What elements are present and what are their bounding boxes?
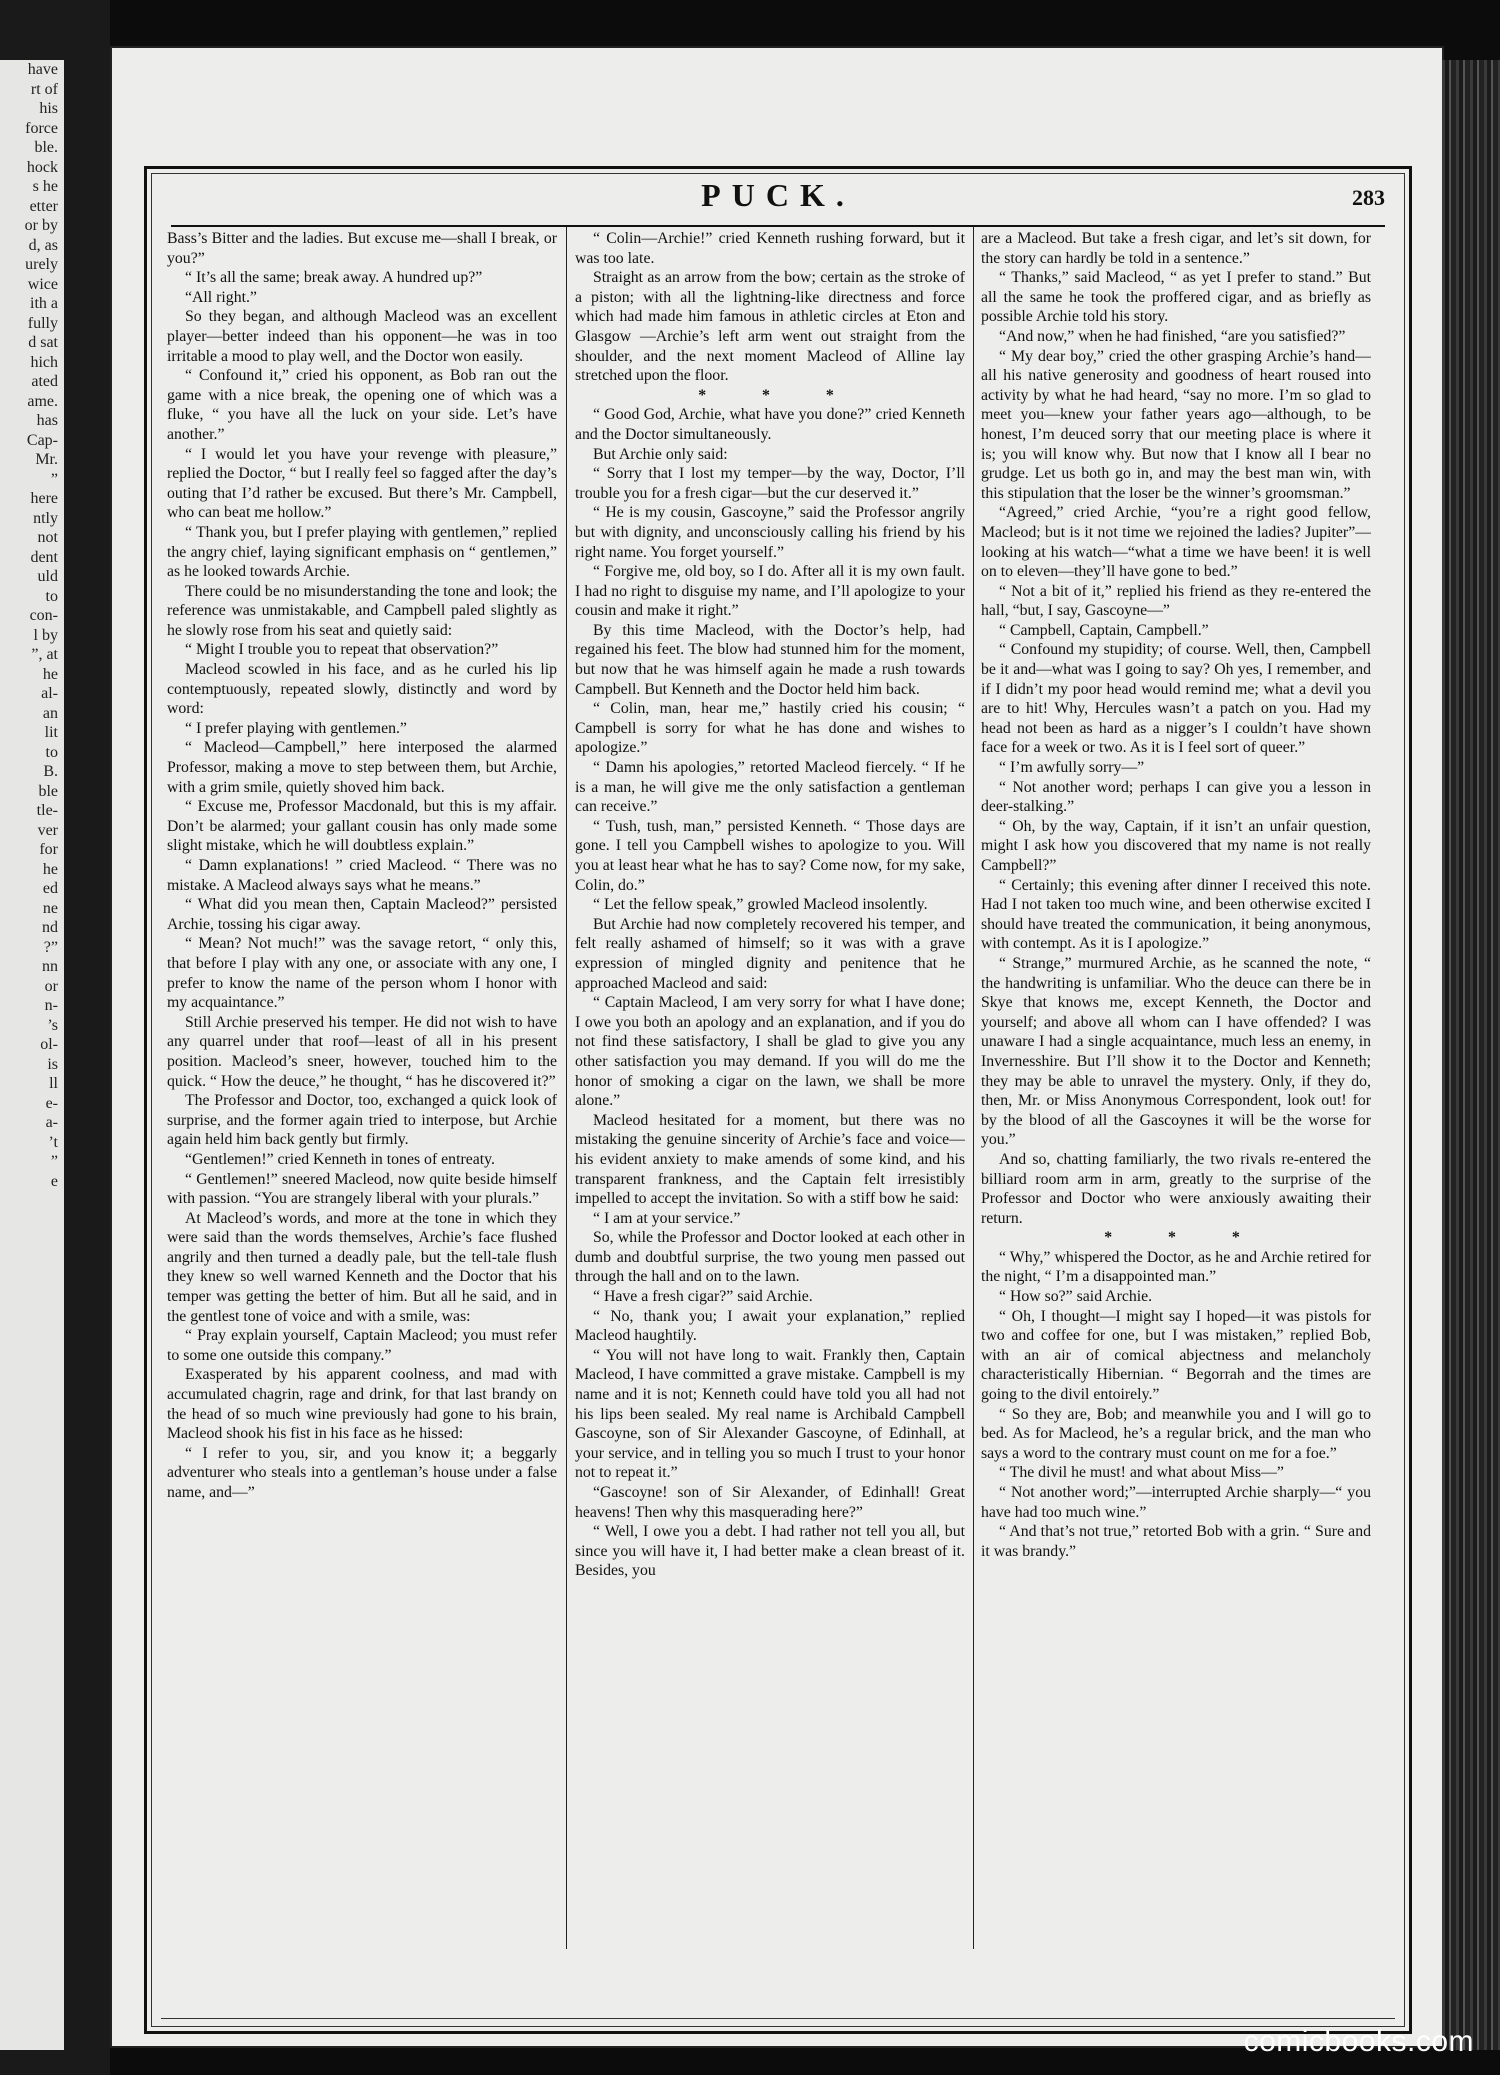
text-column-1 <box>167 229 557 1994</box>
paragraph: “ I refer to you, sir, and you know it; a beggarly adventurer who steals into a gentleman’s house under a false name, and—” <box>167 1444 557 1501</box>
sliver-fragment: ” <box>50 470 58 488</box>
paragraph: “ Good God, Archie, what have you done?” cried Kenneth and the Doctor simultaneously. <box>575 406 965 443</box>
paragraph: “And now,” when he had finished, “are you satisfied?” <box>999 327 1346 345</box>
sliver-fragment: nd <box>42 919 58 936</box>
section-break: * * * <box>698 386 860 404</box>
sliver-fragment: hich <box>30 353 58 371</box>
column-divider <box>566 227 567 1949</box>
book-spine <box>1442 60 1500 2050</box>
sliver-fragment: ith a <box>30 295 58 312</box>
sliver-fragment: s he <box>32 178 58 195</box>
paragraph: “ Oh, by the way, Captain, if it isn’t an unfair question, might I ask how you discovered that my name is not really Campbell?” <box>981 817 1371 874</box>
sliver-fragment: wice <box>27 275 58 293</box>
sliver-fragment: ver <box>37 821 58 839</box>
sliver-fragment: ’t <box>48 1133 58 1151</box>
text-column-3 <box>981 229 1371 1994</box>
sliver-fragment: is <box>47 1055 58 1073</box>
paragraph: “ Thanks,” said Macleod, “ as yet I prefer to stand.” But all the same he took the proffered cigar, and as briefly as possible Archie told his story. <box>981 269 1371 326</box>
paragraph: are a Macleod. But take a fresh cigar, and let’s sit down, for the story can hardly be told in a sentence.” <box>981 230 1371 267</box>
paragraph: “ Damn explanations! ” cried Macleod. “ There was no mistake. A Macleod always says what he means.” <box>167 857 557 894</box>
paragraph: “ No, thank you; I await your explanation,” replied Macleod haughtily. <box>575 1307 965 1345</box>
sliver-fragment: d sat <box>28 334 58 351</box>
paragraph: So they began, and although Macleod was an excellent player—better indeed than his opponent—he was in too irritable a mood to play well, and the Doctor won easily. <box>167 308 557 365</box>
paragraph: “ Colin—Archie!” cried Kenneth rushing forward, but it was too late. <box>575 230 965 267</box>
paragraph: “ Why,” whispered the Doctor, as he and Archie retired for the night, “ I’m a disappointed man.” <box>981 1248 1371 1286</box>
paragraph: “ I prefer playing with gentlemen.” <box>185 719 407 737</box>
sliver-fragment: to <box>45 743 58 761</box>
sliver-fragment: con- <box>29 607 58 624</box>
sliver-fragment: ble <box>38 782 58 800</box>
sliver-fragment: ” <box>50 1153 58 1170</box>
paragraph: “ So they are, Bob; and meanwhile you and I will go to bed. As for Macleod, he’s a regular brick, and the man who says a word to the contrary must count on me for a foe.” <box>981 1405 1371 1462</box>
adjacent-page-text <box>0 60 64 2050</box>
sliver-fragment: ?” <box>43 938 58 956</box>
sliver-fragment: to <box>45 587 58 605</box>
sliver-fragment: ol- <box>40 1036 58 1053</box>
sliver-fragment: e <box>50 1172 58 1190</box>
paragraph: “ Forgive me, old boy, so I do. After all it is my own fault. I had no right to disguise my name, and I’ll apologize to your cousin and make it right.” <box>575 563 965 620</box>
paragraph: “ I’m awfully sorry—” <box>999 759 1145 777</box>
magazine-page <box>112 48 1442 2046</box>
paragraph: “ Gentlemen!” sneered Macleod, now quite beside himself with passion. “You are strangely liberal with your plurals.” <box>167 1170 557 1208</box>
sliver-fragment: not <box>37 529 58 546</box>
sliver-fragment: Cap- <box>26 431 58 449</box>
paragraph: Still Archie preserved his temper. He did not wish to have any quarrel under that roof—least of all in his present position. Macleod’s sneer, however, touched him to the quick. “ How the deuce,” he thought, “ has he discovered it?” <box>167 1013 557 1090</box>
adjacent-page-sliver <box>0 0 110 2075</box>
paragraph: Macleod scowled in his face, and as he curled his lip contemptuously, repeated slowly, distinctly and word by word: <box>167 661 557 718</box>
sliver-fragment: ated <box>31 373 58 390</box>
sliver-fragment: tle- <box>36 802 58 819</box>
sliver-fragment: an <box>42 704 58 722</box>
paragraph: But Archie only said: <box>593 445 728 463</box>
sliver-fragment: l by <box>33 626 58 644</box>
paragraph: “ It’s all the same; break away. A hundred up?” <box>185 269 483 287</box>
paragraph: Macleod hesitated for a moment, but there was no mistaking the genuine sincerity of Archie’s face and voice—his evident anxiety to make amends of some kind, and his transparent frankness, and the Captain felt irresistibly impelled to accept the invitation. So with a stiff bow he said: <box>575 1111 965 1208</box>
sliver-fragment: n- <box>44 997 58 1014</box>
page-number: 283 <box>1352 185 1385 210</box>
sliver-fragment: have <box>27 61 58 78</box>
paragraph: There could be no misunderstanding the tone and look; the reference was unmistakable, and Campbell paled slightly as he slowly rose from his seat and quietly said: <box>167 582 557 639</box>
paragraph: “ Colin, man, hear me,” hastily cried his cousin; “ Campbell is sorry for what he has done and wishes to apologize.” <box>575 700 965 757</box>
paragraph: “ Well, I owe you a debt. I had rather not tell you all, but since you will have it, I had better make a clean breast of it. Besides, you <box>575 1523 965 1580</box>
sliver-fragment: e- <box>45 1094 58 1112</box>
sliver-fragment: nn <box>42 958 58 975</box>
paragraph: Bass’s Bitter and the ladies. But excuse me—shall I break, or you?” <box>167 230 557 267</box>
sliver-fragment: urely <box>25 256 58 273</box>
paragraph: Straight as an arrow from the bow; certain as the stroke of a piston; with all the lightning-like directness and force which had made him famous in athletic circles at Eton and Glasgow —Archie’s left arm went out straight from the shoulder, and the next moment Macleod of Alline lay stretched upon the floor. <box>575 269 965 385</box>
sliver-fragment: al- <box>41 685 58 702</box>
paragraph: “ Confound it,” cried his opponent, as Bob ran out the game with a nice break, the opening one of which was a fluke, “ you have all the luck on your side. Let’s have another.” <box>167 367 557 443</box>
sliver-fragment: ne <box>42 899 58 917</box>
sliver-fragment: rt of <box>30 80 58 98</box>
paragraph: “ Sorry that I lost my temper—by the way, Doctor, I’ll trouble you for a fresh cigar—but the cur deserved it.” <box>575 465 965 502</box>
sliver-fragment: ntly <box>33 509 58 527</box>
paragraph: Exasperated by his apparent coolness, and mad with accumulated chagrin, rage and drink, for that last brandy on the head of so much wine previously had gone to his brain, Macleod shook his fist in his face as he hissed: <box>167 1366 557 1443</box>
sliver-fragment: hock <box>26 158 58 176</box>
page-title: PUCK. <box>701 177 855 213</box>
sliver-fragment: etter <box>29 197 58 215</box>
paragraph: “ Macleod—Campbell,” here interposed the alarmed Professor, making a move to step between them, but Archie, with a grim smile, quietly shoved him back. <box>167 739 557 796</box>
sliver-fragment: dent <box>30 548 58 566</box>
sliver-fragment: force <box>25 119 58 137</box>
paragraph: “ What did you mean then, Captain Macleod?” persisted Archie, tossing his cigar away. <box>167 896 557 933</box>
paragraph: “ Tush, tush, man,” persisted Kenneth. “ Those days are gone. I tell you Campbell wishes to apologize to you. Will you at least hear what he has to say? Come now, for my sake, Colin, do.” <box>575 817 965 894</box>
paragraph: “ Might I trouble you to repeat that observation?” <box>185 641 499 659</box>
sliver-fragment: for <box>39 841 58 858</box>
paragraph: “ Let the fellow speak,” growled Macleod insolently. <box>593 896 928 914</box>
sliver-fragment: or <box>44 977 58 995</box>
paragraph: “ Confound my stupidity; of course. Well, then, Campbell be it and—what was I going to say? Oh yes, I remember, and if I didn’t my poor head would remind me; what a devil you are to hit! Why, Hercules wasn’t a patch on you. Had my head not been as hard as a nigger’s I couldn’t have shown face for a week or two. As it is I feel sort of queer.” <box>981 641 1371 757</box>
text-column-2 <box>575 229 965 1994</box>
paragraph: And so, chatting familiarly, the two rivals re-entered the billiard room arm in arm, greatly to the surprise of the Professor and Doctor who were anxiously awaiting their return. <box>981 1150 1371 1227</box>
paragraph: “Gascoyne! son of Sir Alexander, of Edinhall! Great heavens! Then why this masquerading here?” <box>575 1484 965 1521</box>
paragraph: “ Strange,” murmured Archie, as he scanned the note, “ the handwriting is unfamiliar. Who the deuce can there be in Skye that knows me, except Kenneth, the Doctor and yourself; and above all whom can I have offended? I was unaware I had a single acquaintance, much less an enemy, in Invernesshire. But I’ll show it to the Doctor and Kenneth; they may be able to unravel the mystery. Only, if they do, then, Mr. or Miss Anonymous Correspondent, look out! for by the blood of all the Gascoynes it will be the worse for you.” <box>981 954 1371 1149</box>
paragraph: “ Not another word;”—interrupted Archie sharply—“ you have had too much wine.” <box>981 1484 1371 1521</box>
paragraph: “ Captain Macleod, I am very sorry for what I have done; I owe you both an apology and an explanation, and if you do not find these satisfactory, I shall be glad to give you any other satisfaction you may demand. If you will do me the honor of smoking a cigar on the lawn, we shall be more alone.” <box>575 994 965 1110</box>
sliver-fragment: here <box>30 490 58 507</box>
paragraph: “All right.” <box>185 288 257 306</box>
sliver-fragment: fully <box>27 314 58 332</box>
sliver-fragment: ll <box>49 1075 58 1092</box>
paragraph: “ Certainly; this evening after dinner I received this note. Had I not taken too much wine, and been otherwise excited I should have treated the communication, it being anonymous, with contempt. As it is I apologize.” <box>981 876 1371 953</box>
paragraph: The Professor and Doctor, too, exchanged a quick look of surprise, and the former again tried to interpose, but Archie again held him back gently but firmly. <box>167 1092 557 1149</box>
paragraph: “ Not another word; perhaps I can give you a lesson in deer-stalking.” <box>981 778 1371 816</box>
paragraph: So, while the Professor and Doctor looked at each other in dumb and doubtful surprise, the two young men passed out through the hall and on to the lawn. <box>575 1229 965 1286</box>
paragraph: At Macleod’s words, and more at the tone in which they were said than the words themselves, Archie’s face flushed angrily and then turned a deadly pale, but the tell-tale flush they knew so well warned Kenneth and the Doctor that his temper was getting the better of him. But all he said, and in the gentlest tone of voice and with a smile, was: <box>167 1209 557 1325</box>
paragraph: “ The divil he must! and what about Miss—” <box>999 1464 1284 1482</box>
sliver-fragment: B. <box>43 763 58 780</box>
paragraph: “ Mean? Not much!” was the savage retort, “ only this, that before I play with any one, or associate with any one, I prefer to know the name of the person whom I honor with my acquaintance.” <box>167 935 557 1012</box>
page-frame <box>144 166 1412 2034</box>
paragraph: “Gentlemen!” cried Kenneth in tones of entreaty. <box>185 1150 495 1168</box>
paragraph: “Agreed,” cried Archie, “you’re a right good fellow, Macleod; but is it not time we rejoined the ladies? Jupiter”—looking at his watch—“what a time we have been! it is well on to eleven—they’ll have gone to bed.” <box>981 504 1371 581</box>
paragraph: “ Not a bit of it,” replied his friend as they re-entered the hall, “but, I say, Gascoyne—” <box>981 582 1371 620</box>
section-break: * * * <box>1104 1229 1266 1247</box>
sliver-fragment: he <box>42 860 58 878</box>
sliver-fragment: uld <box>37 568 58 585</box>
sliver-fragment: d, as <box>28 236 58 254</box>
paragraph: “ He is my cousin, Gascoyne,” said the Professor angrily but with dignity, and unconsciously calling his friend by his right name. You forget yourself.” <box>575 504 965 561</box>
watermark: comicbooks.com <box>1243 2025 1474 2058</box>
paragraph: “ I would let you have your revenge with pleasure,” replied the Doctor, “ but I really feel so fagged after the day’s outing that I’d rather be excused. But there’s Mr. Campbell, who can beat me hollow.” <box>167 445 557 522</box>
masthead-rule <box>171 225 1385 227</box>
paragraph: “ Campbell, Captain, Campbell.” <box>999 621 1209 639</box>
sliver-fragment: ed <box>42 880 58 897</box>
paragraph: “ How so?” said Archie. <box>999 1288 1153 1306</box>
sliver-fragment: or by <box>24 217 58 234</box>
sliver-fragment: lit <box>44 724 58 741</box>
paragraph: But Archie had now completely recovered his temper, and felt really ashamed of himself; so it was with a grave expression of mingled dignity and penitence that he approached Macleod and said: <box>575 915 965 992</box>
sliver-fragment: has <box>36 412 58 429</box>
paragraph: “ Pray explain yourself, Captain Macleod; you must refer to some one outside this company.” <box>167 1327 557 1364</box>
paragraph: “ My dear boy,” cried the other grasping Archie’s hand—all his native generosity and goodness of heart roused into activity by what he had heard, “say no more. I’m so glad to meet you—knew your father years ago—although, to be honest, I’m deuced sorry that our meeting place is where it is; you will know why. But now that I know all I bear no grudge. Let us both go in, and may the best man win, with this stipulation that the loser be the winner’s groomsman.” <box>981 347 1371 502</box>
sliver-fragment: ”, at <box>31 646 58 663</box>
paragraph: “ Have a fresh cigar?” said Archie. <box>593 1288 813 1306</box>
sliver-fragment: ame. <box>27 392 58 410</box>
column-divider <box>973 227 974 1949</box>
sliver-fragment: his <box>39 100 58 117</box>
paragraph: “ Damn his apologies,” retorted Macleod fiercely. “ If he is a man, he will give me the only satisfaction a gentleman can receive.” <box>575 759 965 816</box>
paragraph: “ And that’s not true,” retorted Bob with a grin. “ Sure and it was brandy.” <box>981 1523 1371 1560</box>
sliver-fragment: ’s <box>47 1016 58 1034</box>
sliver-fragment: Mr. <box>35 451 58 468</box>
sliver-fragment: a- <box>45 1114 58 1131</box>
sliver-fragment: ble. <box>34 139 58 156</box>
bottom-rule <box>161 2018 1395 2019</box>
paragraph: By this time Macleod, with the Doctor’s help, had regained his feet. The blow had stunned him for the moment, but now that he was himself again he made a rush towards Campbell. But Kenneth and the Doctor held him back. <box>575 621 965 698</box>
paragraph: “ Oh, I thought—I might say I hoped—it was pistols for two and coffee for one, but I was mistaken,” replied Bob, with an air of comical abjectness and melancholy characteristically Hibernian. “ Begorrah and the times are going to the divil entoirely.” <box>981 1307 1371 1404</box>
paragraph: “ You will not have long to wait. Frankly then, Captain Macleod, I have committed a grave mistake. Campbell is my name and it is not; Kenneth could have told you all had not his lips been sealed. My real name is Archibald Campbell Gascoyne, son of Sir Alexander Gascoyne, of Edinhall, at your service, and in telling you so much I trust to your honor not to repeat it.” <box>575 1346 965 1482</box>
sliver-fragment: he <box>42 665 58 683</box>
paragraph: “ Excuse me, Professor Macdonald, but this is my affair. Don’t be alarmed; your gallant cousin has only made some slight mistake, which he will doubtless explain.” <box>167 798 557 855</box>
paragraph: “ Thank you, but I prefer playing with gentlemen,” replied the angry chief, laying significant emphasis on “ gentlemen,” as he looked towards Archie. <box>167 523 557 581</box>
paragraph: “ I am at your service.” <box>593 1209 741 1227</box>
